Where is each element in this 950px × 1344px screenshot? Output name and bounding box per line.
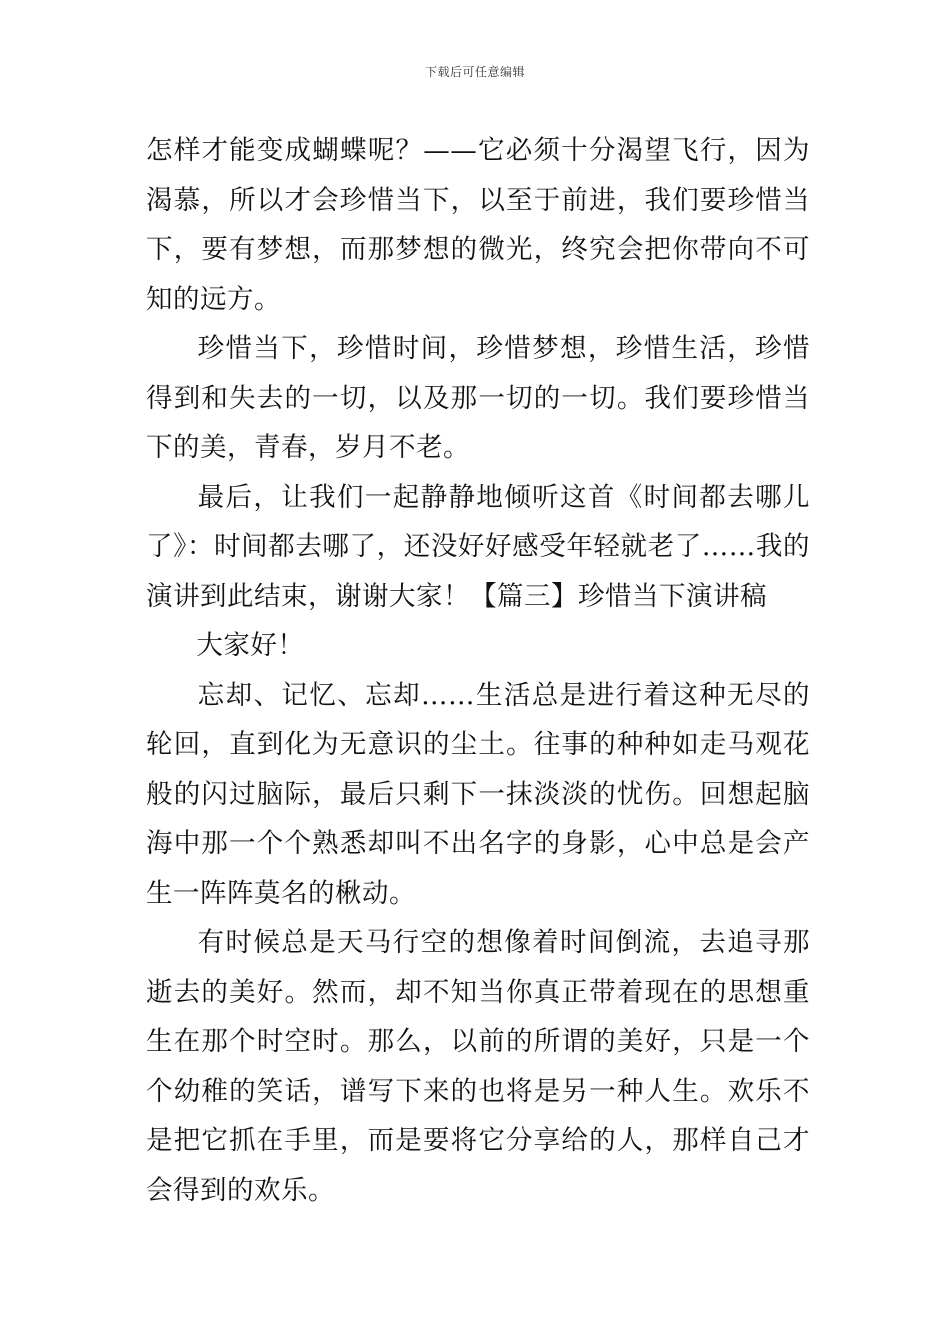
paragraph-2: 珍惜当下，珍惜时间，珍惜梦想，珍惜生活，珍惜得到和失去的一切，以及那一切的一切。我们要珍惜当下的美，青春，岁月不老。 (146, 333, 810, 463)
paragraph-1: 怎样才能变成蝴蝶呢？——它必须十分渴望飞行，因为渴慕，所以才会珍惜当下，以至于前进，我们要珍惜当下，要有梦想，而那梦想的微光，终究会把你带向不可知的远方。 (146, 135, 810, 315)
document-body (146, 126, 810, 1215)
paragraph-5: 忘却、记忆、忘却……生活总是进行着这种无尽的轮回，直到化为无意识的尘土。往事的种种如走马观花般的闪过脑际，最后只剩下一抹淡淡的忧伤。回想起脑海中那一个个熟悉却叫不出名字的身影，心中总是会产生一阵阵莫名的楸动。 (146, 679, 810, 909)
paragraph-4: 大家好！ (196, 630, 305, 661)
paragraph-6: 有时候总是天马行空的想像着时间倒流，去追寻那逝去的美好。然而，却不知当你真正带着现在的思想重生在那个时空时。那么，以前的所谓的美好，只是一个个幼稚的笑话，谱写下来的也将是另一种人生。欢乐不是把它抓在手里，而是要将它分享给的人，那样自己才会得到的欢乐。 (146, 927, 810, 1206)
paragraph-3: 最后，让我们一起静静地倾听这首《时间都去哪儿了》：时间都去哪了，还没好好感受年轻就老了……我的演讲到此结束，谢谢大家！【篇三】珍惜当下演讲稿 (146, 481, 810, 612)
page-header: 下载后可任意编辑 (424, 65, 525, 79)
